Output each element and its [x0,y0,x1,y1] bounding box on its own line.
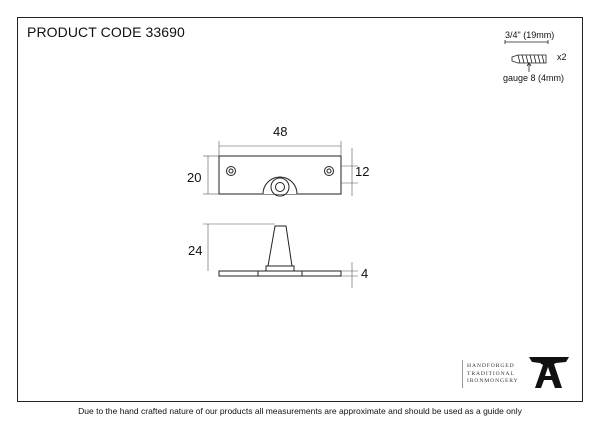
screw-size-label: 3/4" (19mm) [505,30,555,40]
brand-line: HANDFORGED [467,363,515,369]
dimension-plate-thickness-label: 4 [361,266,369,281]
dimension-width-label: 48 [273,124,288,139]
brand-text [467,363,519,386]
screw-gauge-label: gauge 8 (4mm) [503,73,565,83]
dimension-hole-spacing-label: 12 [355,164,370,179]
dimension-pin-height-label: 24 [188,243,203,258]
screw-quantity-label: x2 [557,52,567,62]
screw-icon [505,40,548,72]
brand-line: IRONMONGERY [467,378,519,385]
side-view [219,226,341,276]
dimension-lines-side [203,224,358,288]
product-code-title: PRODUCT CODE 33690 [27,24,185,40]
brand-line: TRADITIONAL [467,370,515,377]
brand-divider [462,360,463,388]
top-view [219,156,341,196]
dimension-plate-height-label: 20 [187,170,202,185]
disclaimer-text: Due to the hand crafted nature of our products all measurements are approximate and should be used as a guide only [78,406,522,416]
anvil-a-icon [528,354,570,390]
